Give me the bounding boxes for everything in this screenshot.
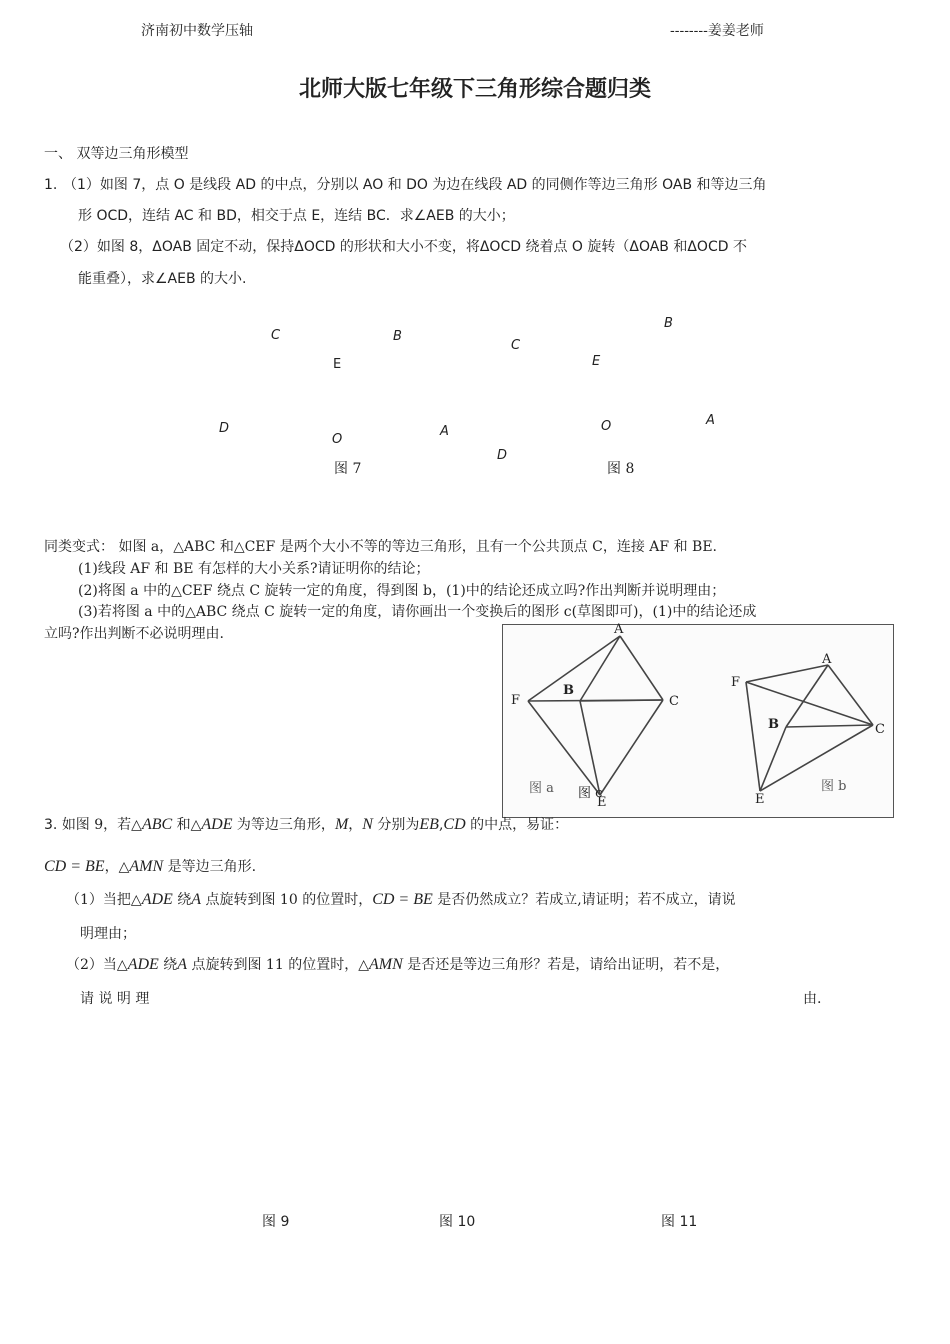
math-m: M bbox=[334, 816, 349, 833]
fig9-caption: 图 9 bbox=[262, 1214, 290, 1230]
variant-line-2: (1)线段 AF 和 BE 有怎样的大小关系?请证明你的结论； bbox=[78, 561, 430, 577]
math-n: N bbox=[362, 816, 373, 833]
fig10-caption: 图 10 bbox=[439, 1214, 476, 1230]
fig7-label-c: C bbox=[271, 328, 281, 343]
q1-part2-line2: 能重叠），求∠AEB 的大小. bbox=[78, 271, 247, 287]
fig7-label-o: O bbox=[332, 432, 343, 447]
variant-line-5: 立吗?作出判断不必说明理由. bbox=[44, 626, 224, 642]
math-ade: ADE bbox=[201, 816, 233, 833]
header-left: 济南初中数学压轴 bbox=[141, 23, 253, 39]
figa-label-b: B bbox=[563, 683, 574, 698]
q3-text: 是否仍然成立？若成立,请证明；若不成立，请说 bbox=[432, 892, 736, 908]
fig8-caption: 图 8 bbox=[607, 461, 635, 477]
fig7-label-a: A bbox=[440, 424, 449, 439]
figa-label-e: E bbox=[597, 795, 607, 810]
figb-label-b: B bbox=[768, 717, 779, 732]
math-cd-eq-be: CD = BE bbox=[372, 891, 433, 908]
q3-text: 绕 bbox=[158, 957, 178, 973]
q3-text: （2）当△ bbox=[66, 957, 128, 973]
fig7-caption: 图 7 bbox=[334, 461, 362, 477]
fig8-label-o: O bbox=[601, 419, 612, 434]
page-title: 北师大版七年级下三角形综合题归类 bbox=[298, 76, 651, 102]
math-eb: EB bbox=[419, 816, 439, 833]
q3-text: 为等边三角形， bbox=[232, 817, 335, 833]
math-a: A bbox=[191, 891, 202, 908]
q3-text: 和△ bbox=[172, 817, 202, 833]
math-ade: ADE bbox=[141, 891, 173, 908]
figc-caption: 图 c bbox=[578, 786, 603, 801]
q3-part2-line1 bbox=[66, 955, 729, 975]
fig7-label-e: E bbox=[333, 357, 342, 372]
section-heading: 一、 双等边三角形模型 bbox=[44, 146, 189, 162]
q3-part1-line2: 明理由； bbox=[80, 926, 136, 942]
q3-line-2 bbox=[44, 857, 256, 877]
q3-text: ， bbox=[348, 817, 363, 833]
fig7-label-d: D bbox=[219, 421, 230, 436]
fig8-label-a: A bbox=[706, 413, 715, 428]
q1-part1-line1: （1）如图 7，点 O 是线段 AD 的中点，分别以 AO 和 DO 为边在线段 AD 的同侧作等边三角形 OAB 和等边三角 bbox=[63, 177, 767, 193]
q3-text: ，△ bbox=[104, 859, 130, 875]
fig7-label-b: B bbox=[393, 329, 402, 344]
fig8-label-b: B bbox=[664, 316, 673, 331]
variant-line-1: 同类变式： 如图 a，△ABC 和△CEF 是两个大小不等的等边三角形，且有一个公共顶点 C，连接 AF 和 BE. bbox=[44, 539, 717, 555]
q3-part1-line1 bbox=[66, 890, 736, 910]
math-cd: CD bbox=[443, 816, 466, 833]
figa-label-c: C bbox=[669, 694, 679, 709]
math-amn: AMN bbox=[129, 858, 164, 875]
figb-label-a: A bbox=[822, 652, 832, 667]
figa-caption: 图 a bbox=[529, 781, 554, 796]
q3-text: 是否还是等边三角形？若是，请给出证明，若不是， bbox=[402, 957, 730, 973]
math-a: A bbox=[177, 956, 188, 973]
q3-text: 的中点，易证： bbox=[465, 817, 569, 833]
q3-line-1 bbox=[44, 815, 568, 835]
q3-number: 3. bbox=[44, 817, 58, 833]
fig8-label-c: C bbox=[511, 338, 521, 353]
fig8-label-d: D bbox=[497, 448, 508, 463]
q3-part2-line2-end: 由. bbox=[803, 991, 822, 1007]
figa-label-f: F bbox=[511, 693, 521, 708]
q3-text: 分别为 bbox=[372, 817, 420, 833]
q3-text: 是等边三角形. bbox=[163, 859, 257, 875]
figa-label-a: A bbox=[614, 622, 624, 637]
figb-caption: 图 b bbox=[821, 779, 847, 794]
q3-part2-line2-start: 请 说 明 理 bbox=[80, 991, 150, 1007]
figure-a-b-image bbox=[502, 624, 894, 818]
q1-part2-line1: （2）如图 8，ΔOAB 固定不动，保持ΔOCD 的形状和大小不变，将ΔOCD 绕着点 O 旋转（ΔOAB 和ΔOCD 不 bbox=[60, 239, 747, 255]
variant-line-4: (3)若将图 a 中的△ABC 绕点 C 旋转一定的角度，请你画出一个变换后的图形 c(草图即可)，(1)中的结论还成 bbox=[78, 604, 757, 620]
q3-text: 点旋转到图 10 的位置时， bbox=[201, 892, 373, 908]
math-ade: ADE bbox=[127, 956, 159, 973]
q3-text: , bbox=[438, 817, 444, 833]
q3-text: 点旋转到图 11 的位置时，△ bbox=[187, 957, 369, 973]
figb-label-c: C bbox=[875, 722, 885, 737]
q1-part1-line2: 形 OCD，连结 AC 和 BD，相交于点 E，连结 BC．求∠AEB 的大小； bbox=[78, 208, 515, 224]
fig8-label-e: E bbox=[592, 354, 601, 369]
math-amn: AMN bbox=[368, 956, 403, 973]
header-right: --------姜姜老师 bbox=[670, 23, 764, 39]
math-cd-eq-be: CD = BE bbox=[44, 858, 105, 875]
math-abc: ABC bbox=[141, 816, 173, 833]
figb-label-e: E bbox=[755, 792, 765, 807]
q3-text: （1）当把△ bbox=[66, 892, 142, 908]
variant-line-3: (2)将图 a 中的△CEF 绕点 C 旋转一定的角度，得到图 b，(1)中的结论还成立吗?作出判断并说明理由； bbox=[78, 583, 726, 599]
q1-number: 1. bbox=[44, 177, 58, 193]
figb-label-f: F bbox=[731, 675, 741, 690]
q3-text: 如图 9，若△ bbox=[61, 817, 142, 833]
fig11-caption: 图 11 bbox=[661, 1214, 698, 1230]
q3-text: 绕 bbox=[172, 892, 192, 908]
